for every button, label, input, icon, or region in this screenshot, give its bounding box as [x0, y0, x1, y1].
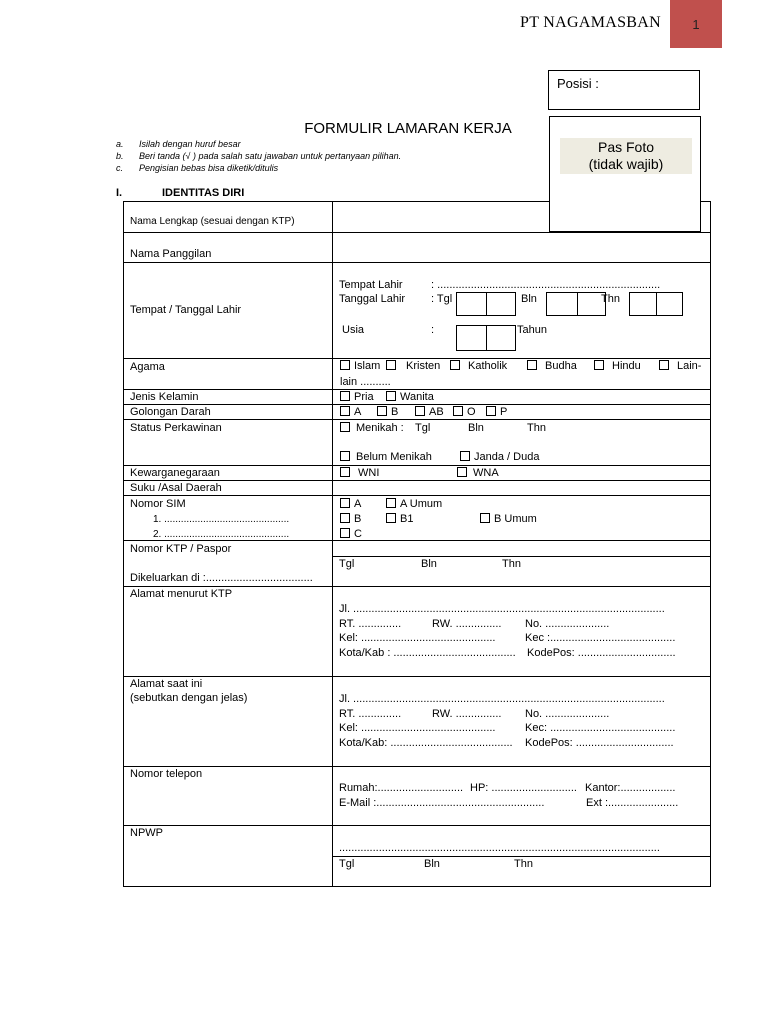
usia-colon: :	[431, 324, 435, 336]
checkbox-icon[interactable]	[340, 528, 350, 538]
label-nama-panggilan: Nama Panggilan	[130, 248, 212, 260]
ktp-kota-field[interactable]: Kota/Kab : ........................................	[339, 647, 516, 659]
row-divider	[123, 676, 711, 677]
checkbox-icon[interactable]	[450, 360, 460, 370]
npwp-bln: Bln	[424, 858, 440, 870]
now-kodepos-field[interactable]: KodePos: ................................	[525, 737, 674, 749]
label-ttl: Tempat / Tanggal Lahir	[130, 304, 242, 316]
instruction-text: Beri tanda (√ ) pada salah satu jawaban untuk pertanyaan pilihan.	[139, 151, 402, 161]
agama-hindu[interactable]: Hindu	[594, 360, 641, 373]
marital-belum[interactable]: Belum Menikah	[340, 451, 432, 464]
row-divider	[123, 389, 711, 390]
label-alamat-saat-ini: Alamat saat ini	[130, 678, 203, 690]
column-divider	[332, 201, 333, 887]
tgl-digit-box[interactable]	[456, 292, 487, 316]
marital-bln: Bln	[468, 422, 484, 434]
label-sim: Nomor SIM	[130, 498, 186, 510]
label-telepon: Nomor telepon	[130, 768, 203, 780]
sim-a-umum[interactable]: A Umum	[386, 498, 442, 511]
blood-a[interactable]: A	[340, 406, 361, 419]
checkbox-icon[interactable]	[377, 406, 387, 416]
sim-c[interactable]: C	[340, 528, 362, 541]
cell-divider	[332, 856, 711, 857]
blood-o[interactable]: O	[453, 406, 476, 419]
sim-b[interactable]: B	[340, 513, 361, 526]
label-status: Status Perkawinan	[130, 422, 222, 434]
agama-kristen[interactable]: Kristen	[386, 360, 440, 373]
label-npwp: NPWP	[130, 827, 163, 839]
checkbox-icon[interactable]	[486, 406, 496, 416]
phone-rumah-field[interactable]: Rumah:............................	[339, 782, 464, 794]
now-no-field[interactable]: No. .....................	[525, 708, 610, 720]
checkbox-icon[interactable]	[340, 513, 350, 523]
label-agama: Agama	[130, 361, 165, 373]
now-kota-field[interactable]: Kota/Kab: ........................................	[339, 737, 513, 749]
thn-digit-box[interactable]	[656, 292, 683, 316]
row-divider	[123, 766, 711, 767]
ktp-thn: Thn	[502, 558, 521, 570]
checkbox-icon[interactable]	[460, 451, 470, 461]
now-rt-field[interactable]: RT. ..............	[339, 708, 402, 720]
checkbox-icon[interactable]	[480, 513, 490, 523]
npwp-field[interactable]: .........................................................................................................	[339, 842, 660, 854]
cell-divider	[332, 556, 711, 557]
photo-label-line1: Pas Foto	[597, 139, 655, 155]
citizenship-wna[interactable]: WNA	[457, 467, 499, 480]
sim-line-2[interactable]: 2. .............................................	[153, 529, 290, 540]
page-number-badge	[670, 0, 722, 48]
ktp-rw-field[interactable]: RW. ...............	[432, 618, 502, 630]
ktp-bln: Bln	[421, 558, 437, 570]
agama-katholik[interactable]: Katholik	[450, 360, 507, 373]
label-suku: Suku /Asal Daerah	[130, 482, 222, 494]
tgl-label: : Tgl	[431, 293, 453, 305]
instruction-letter: c.	[116, 163, 124, 173]
row-divider	[123, 465, 711, 466]
checkbox-icon[interactable]	[340, 467, 350, 477]
photo-label-line2: (tidak wajib)	[588, 156, 664, 172]
usia-digit-box[interactable]	[486, 325, 516, 351]
bln-digit-box[interactable]	[577, 292, 606, 316]
tgl-digit-box[interactable]	[486, 292, 516, 316]
gender-pria[interactable]: Pria	[340, 391, 374, 404]
checkbox-icon[interactable]	[340, 498, 350, 508]
marital-menikah[interactable]: Menikah :	[340, 422, 404, 435]
usia-label: Usia	[342, 324, 365, 336]
checkbox-icon[interactable]	[386, 513, 396, 523]
row-divider	[123, 480, 711, 481]
ktp-jl-field[interactable]: Jl. ......................................................................................................	[339, 603, 665, 615]
row-divider	[123, 495, 711, 496]
photo-label	[560, 138, 692, 174]
npwp-thn: Thn	[514, 858, 533, 870]
sim-line-1[interactable]: 1. .............................................	[153, 514, 290, 525]
tempat-lahir-field[interactable]: : .........................................................................	[431, 279, 661, 291]
position-field[interactable]	[548, 70, 700, 110]
now-rw-field[interactable]: RW. ...............	[432, 708, 502, 720]
tempat-lahir-label: Tempat Lahir	[339, 279, 403, 291]
bln-label: Bln	[521, 293, 537, 305]
instruction-text: Pengisian bebas bisa diketik/ditulis	[139, 163, 279, 173]
label-ktp: Nomor KTP / Paspor	[130, 543, 232, 555]
form-title: FORMULIR LAMARAN KERJA	[304, 120, 512, 137]
photo-box[interactable]	[549, 116, 701, 232]
row-divider	[123, 232, 711, 233]
phone-ext-field[interactable]: Ext :.......................	[586, 797, 679, 809]
ktp-kel-field[interactable]: Kel: ............................................	[339, 632, 496, 644]
blood-p[interactable]: P	[486, 406, 507, 419]
phone-hp-field[interactable]: HP: ............................	[470, 782, 577, 794]
company-name: PT NAGAMASBAN	[520, 14, 661, 31]
checkbox-icon[interactable]	[340, 360, 350, 370]
label-kewarganegaraan: Kewarganegaraan	[130, 467, 220, 479]
agama-budha[interactable]: Budha	[527, 360, 577, 373]
checkbox-icon[interactable]	[386, 498, 396, 508]
tahun-label: Tahun	[517, 324, 547, 336]
checkbox-icon[interactable]	[453, 406, 463, 416]
checkbox-icon[interactable]	[386, 360, 396, 370]
row-divider	[123, 358, 711, 359]
marital-thn: Thn	[527, 422, 546, 434]
sim-b1[interactable]: B1	[386, 513, 413, 526]
row-divider	[123, 419, 711, 420]
checkbox-icon[interactable]	[340, 406, 350, 416]
now-jl-field[interactable]: Jl. ......................................................................................................	[339, 693, 665, 705]
email-field[interactable]: E-Mail :.......................................................	[339, 797, 545, 809]
blood-ab[interactable]: AB	[415, 406, 444, 419]
label-dikeluarkan[interactable]: Dikeluarkan di :...................................	[130, 572, 313, 584]
checkbox-icon[interactable]	[415, 406, 425, 416]
citizenship-wni[interactable]: WNI	[340, 467, 379, 480]
agama-islam[interactable]: Islam	[340, 360, 380, 373]
phone-kantor-field[interactable]: Kantor:..................	[585, 782, 676, 794]
checkbox-icon[interactable]	[527, 360, 537, 370]
checkbox-icon[interactable]	[594, 360, 604, 370]
label-jenis-kelamin: Jenis Kelamin	[130, 391, 199, 403]
ktp-no-field[interactable]: No. .....................	[525, 618, 610, 630]
instruction-letter: a.	[116, 139, 124, 149]
row-divider	[123, 825, 711, 826]
marital-janda[interactable]: Janda / Duda	[460, 451, 539, 464]
checkbox-icon[interactable]	[457, 467, 467, 477]
now-kel-field[interactable]: Kel: ............................................	[339, 722, 496, 734]
section-number: I.	[116, 187, 123, 199]
tanggal-lahir-label: Tanggal Lahir	[339, 293, 406, 305]
thn-digit-box[interactable]	[629, 292, 657, 316]
checkbox-icon[interactable]	[386, 391, 396, 401]
marital-tgl: Tgl	[415, 422, 431, 434]
gender-wanita[interactable]: Wanita	[386, 391, 434, 404]
usia-digit-box[interactable]	[456, 325, 487, 351]
row-divider	[123, 586, 711, 587]
label-golongan-darah: Golongan Darah	[130, 406, 211, 418]
checkbox-icon[interactable]	[340, 451, 350, 461]
sim-b-umum[interactable]: B Umum	[480, 513, 537, 526]
thn-label: Thn	[601, 293, 620, 305]
ktp-kodepos-field[interactable]: KodePos: ................................	[527, 647, 676, 659]
now-kec-field[interactable]: Kec: .........................................	[525, 722, 676, 734]
label-nama-lengkap: Nama Lengkap (sesuai dengan KTP)	[130, 216, 295, 227]
checkbox-icon[interactable]	[659, 360, 669, 370]
section-heading	[116, 187, 245, 199]
row-divider	[123, 262, 711, 263]
checkbox-icon[interactable]	[340, 391, 350, 401]
label-alamat-ktp: Alamat menurut KTP	[130, 588, 233, 600]
agama-lain-field[interactable]: lain ..........	[340, 376, 391, 388]
ktp-rt-field[interactable]: RT. ..............	[339, 618, 402, 630]
blood-b[interactable]: B	[377, 406, 398, 419]
ktp-kec-field[interactable]: Kec :.........................................	[525, 632, 676, 644]
page-number: 1	[692, 16, 700, 32]
npwp-tgl: Tgl	[339, 858, 355, 870]
ktp-tgl: Tgl	[339, 558, 355, 570]
label-alamat-note: (sebutkan dengan jelas)	[130, 692, 248, 704]
sim-a[interactable]: A	[340, 498, 361, 511]
checkbox-icon[interactable]	[340, 422, 350, 432]
row-divider	[123, 404, 711, 405]
instruction-letter: b.	[116, 151, 124, 161]
position-label: Posisi :	[557, 76, 599, 91]
instruction-text: Isilah dengan huruf besar	[139, 139, 241, 149]
section-title: IDENTITAS DIRI	[162, 187, 245, 199]
bln-digit-box[interactable]	[546, 292, 578, 316]
agama-lain[interactable]: Lain-	[659, 360, 701, 373]
